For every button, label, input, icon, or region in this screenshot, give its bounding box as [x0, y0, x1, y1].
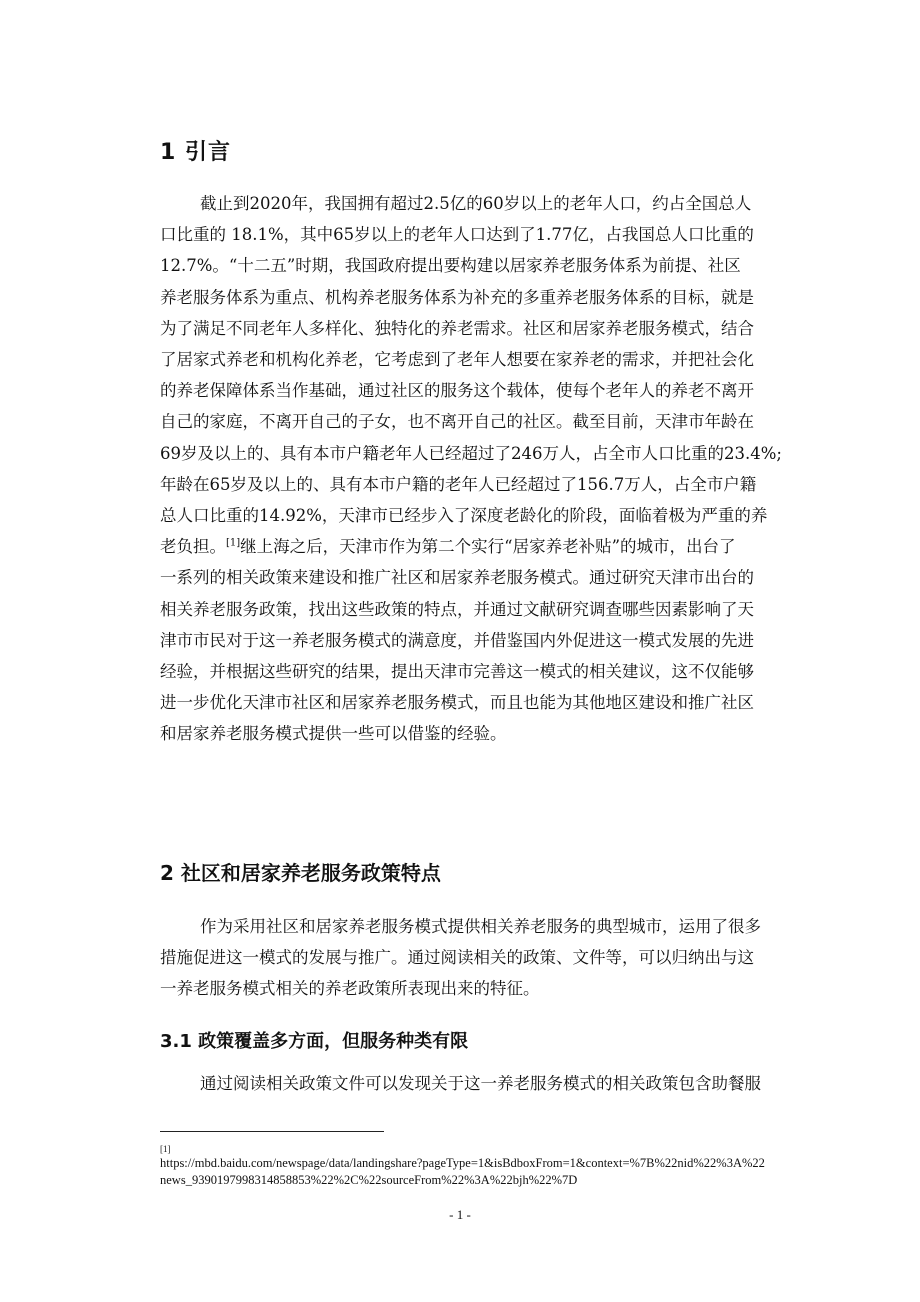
text-line: 措施促进这一模式的发展与推广。通过阅读相关的政策、文件等，可以归纳出与这 [160, 948, 754, 968]
text-line: 津市市民对于这一养老服务模式的满意度，并借鉴国内外促进这一模式发展的先进 [160, 630, 754, 650]
text-segment: 老负担。 [160, 537, 226, 557]
footnote-reference[interactable]: [1] [226, 537, 241, 549]
text-line: 自己的家庭，不离开自己的子女，也不离开自己的社区。截至目前，天津市年龄在 [160, 412, 754, 432]
text-line: 作为采用社区和居家养老服务模式提供相关养老服务的典型城市，运用了很多 [200, 917, 761, 936]
text-line: 养老服务体系为重点、机构养老服务体系为补充的多重养老服务体系的目标，就是 [160, 287, 754, 307]
footnote [160, 1141, 840, 1189]
heading-section-3-1: 3.1 政策覆盖多方面，但服务种类有限 [160, 1031, 469, 1052]
text-line: 12.7%。“十二五”时期，我国政府提出要构建以居家养老服务体系为前提、社区 [160, 256, 741, 276]
section-2-paragraph [160, 911, 836, 1005]
text-line: 通过阅读相关政策文件可以发现关于这一养老服务模式的相关政策包含助餐服 [200, 1074, 761, 1093]
text-line: 经验，并根据这些研究的结果，提出天津市完善这一模式的相关建议，这不仅能够 [160, 662, 754, 682]
text-line: 和居家养老服务模式提供一些可以借鉴的经验。 [160, 724, 507, 744]
text-line: 69岁及以上的、具有本市户籍老年人已经超过了246万人，占全市人口比重的23.4%; [160, 443, 782, 463]
text-line: 为了满足不同老年人多样化、独特化的养老需求。社区和居家养老服务模式，结合 [160, 318, 754, 338]
text-line: 口比重的 18.1%，其中65岁以上的老年人口达到了1.77亿，占我国总人口比重的 [160, 225, 754, 245]
footnote-url-line[interactable]: https://mbd.baidu.com/newspage/data/landingshare?pageType=1&isBdboxFrom=1&context=%7B%22nid%22%3A%22 [160, 1156, 765, 1170]
text-line: 一系列的相关政策来建设和推广社区和居家养老服务模式。通过研究天津市出台的 [160, 568, 754, 588]
text-line: 相关养老服务政策，找出这些政策的特点，并通过文献研究调查哪些因素影响了天 [160, 599, 754, 619]
text-line: 一养老服务模式相关的养老政策所表现出来的特征。 [160, 979, 540, 999]
introduction-paragraph [160, 188, 836, 750]
footnote-separator [160, 1131, 384, 1132]
text-line: 了居家式养老和机构化养老，它考虑到了老年人想要在家养老的需求，并把社会化 [160, 350, 754, 370]
text-line: 截止到2020年，我国拥有超过2.5亿的60岁以上的老年人口，约占全国总人 [200, 194, 752, 213]
text-line: 的养老保障体系当作基础，通过社区的服务这个载体，使每个老年人的养老不离开 [160, 381, 754, 401]
text-segment: 继上海之后，天津市作为第二个实行“居家养老补贴”的城市，出台了 [240, 537, 736, 557]
text-line: 进一步优化天津市社区和居家养老服务模式，而且也能为其他地区建设和推广社区 [160, 693, 754, 713]
text-line: 总人口比重的14.92%，天津市已经步入了深度老龄化的阶段，面临着极为严重的养 [160, 506, 768, 526]
footnote-mark: [1] [160, 1144, 171, 1154]
text-line: 年龄在65岁及以上的、具有本市户籍的老年人已经超过了156.7万人，占全市户籍 [160, 474, 757, 494]
footnote-url-line[interactable]: news_9390197998314858853%22%2C%22sourceFrom%22%3A%22bjh%22%7D [160, 1173, 578, 1187]
section-3-1-paragraph [160, 1068, 836, 1099]
page-number: - 1 - [449, 1207, 471, 1222]
heading-section-2: 2 社区和居家养老服务政策特点 [160, 861, 441, 885]
heading-introduction: 1 引言 [160, 140, 231, 165]
text-line-with-citation [160, 531, 836, 562]
